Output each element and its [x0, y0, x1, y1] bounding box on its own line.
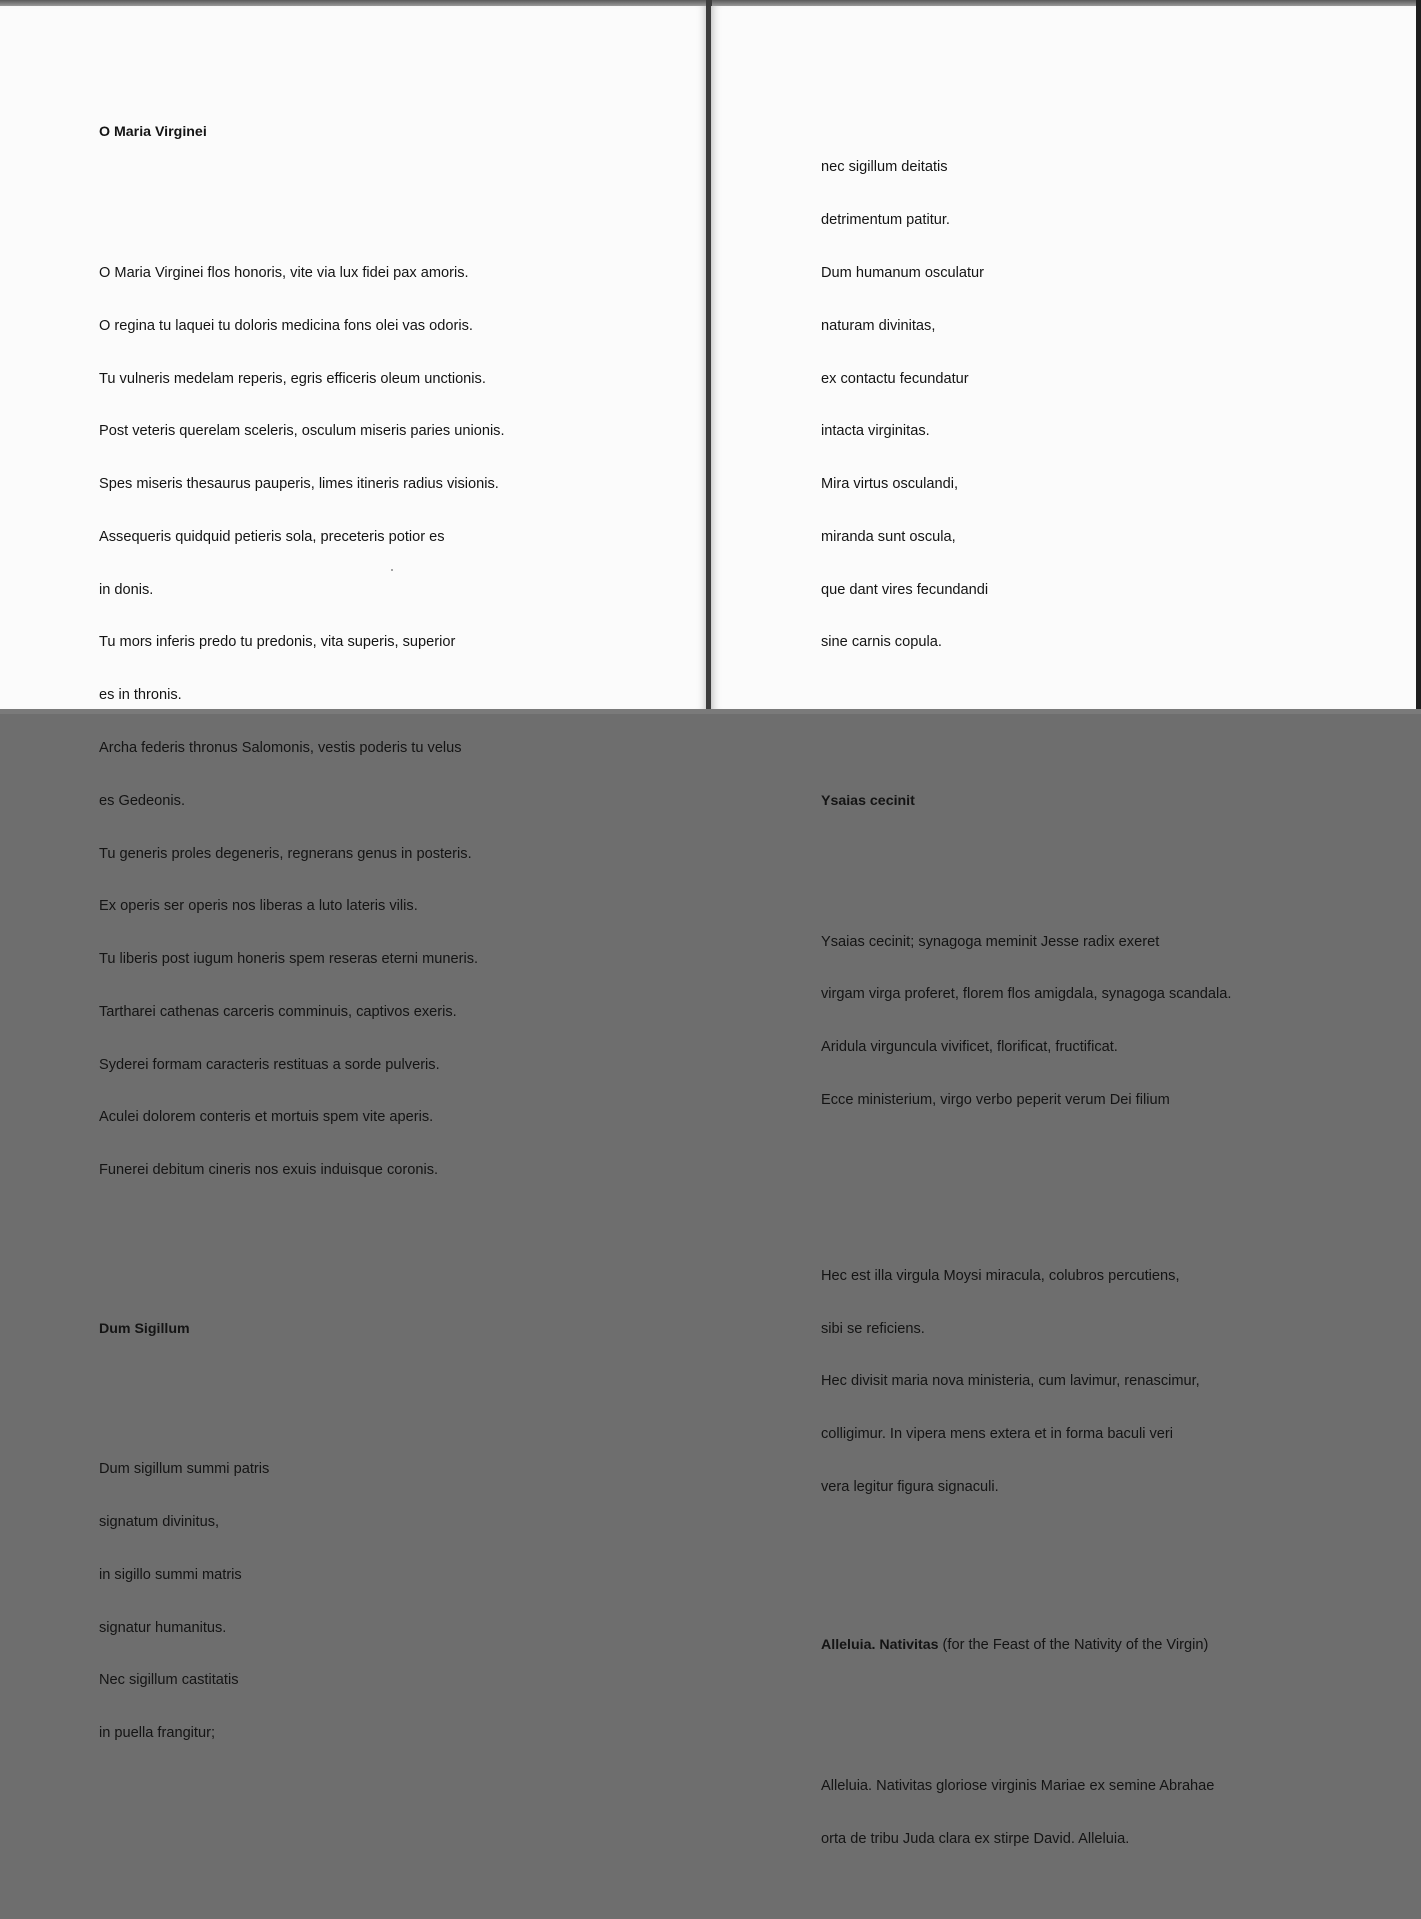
stanza-dum-sigillum-continued	[821, 124, 1231, 687]
verse-line: Tartharei cathenas carceris comminuis, captivos exeris.	[99, 1003, 457, 1020]
verse-line: Post veteris querelam sceleris, osculum miseris paries unionis.	[99, 423, 505, 440]
verse-line: Tu vulneris medelam reperis, egris efficeris oleum unctionis.	[99, 370, 486, 387]
verse-line: in donis.	[99, 581, 154, 598]
verse-line: Tu mors inferis predo tu predonis, vita superis, superior	[99, 634, 456, 651]
verse-line: vera legitur figura signaculi.	[821, 1478, 999, 1495]
heading-o-maria-virginei: O Maria Virginei	[99, 124, 207, 141]
stanza-ysaias-a	[821, 898, 1231, 1144]
verse-line: signatum divinitus,	[99, 1514, 220, 1531]
verse-line: es in thronis.	[99, 687, 182, 704]
spacer	[821, 846, 1231, 864]
left-page	[0, 6, 707, 1742]
verse-line: miranda sunt oscula,	[821, 528, 956, 545]
verse-line: signatur humanitus.	[99, 1619, 227, 1636]
spacer	[99, 1250, 505, 1285]
right-column	[821, 89, 1231, 1919]
verse-line: Tu liberis post iugum honeris spem reseras eterni muneris.	[99, 951, 479, 968]
spacer	[821, 1180, 1231, 1198]
right-edge	[1416, 0, 1421, 714]
right-page	[711, 6, 1417, 1847]
verse-line: Dum sigillum summi patris	[99, 1461, 270, 1478]
verse-line: Ex operis ser operis nos liberas a luto lateris vilis.	[99, 898, 418, 915]
verse-line: Syderei formam caracteris restituas a sorde pulveris.	[99, 1056, 440, 1073]
verse-line: O regina tu laquei tu doloris medicina fons olei vas odoris.	[99, 317, 473, 334]
verse-line: Spes miseris thesaurus pauperis, limes itineris radius visionis.	[99, 476, 499, 493]
spacer	[821, 1690, 1231, 1708]
stanza-o-maria	[99, 230, 505, 1215]
spacer	[821, 722, 1231, 757]
verse-line: Hec est illa virgula Moysi miracula, colubros percutiens,	[821, 1267, 1180, 1284]
verse-line: in sigillo summi matris	[99, 1566, 242, 1583]
verse-line: Aculei dolorem conteris et mortuis spem vite aperis.	[99, 1109, 434, 1126]
verse-line: intacta virginitas.	[821, 423, 930, 440]
verse-line: detrimentum patitur.	[821, 212, 950, 229]
verse-line: ex contactu fecundatur	[821, 370, 969, 387]
verse-line: O Maria Virginei flos honoris, vite via lux fidei pax amoris.	[99, 264, 469, 281]
verse-line: que dant vires fecundandi	[821, 581, 989, 598]
verse-line: colligimur. In vipera mens extera et in forma baculi veri	[821, 1426, 1174, 1443]
spacer	[99, 1373, 505, 1391]
verse-line: Ecce ministerium, virgo verbo peperit verum Dei filium	[821, 1091, 1170, 1108]
heading-alleluia-nativitas-row	[821, 1637, 1231, 1655]
verse-line: Funerei debitum cineris nos exuis induisque coronis.	[99, 1162, 439, 1179]
verse-line: orta de tribu Juda clara ex stirpe David. Alleluia.	[821, 1830, 1130, 1847]
spacer	[821, 1567, 1231, 1602]
heading-dum-sigillum: Dum Sigillum	[99, 1320, 190, 1337]
bottom-edge	[0, 709, 1421, 714]
verse-line: Tu generis proles degeneris, regnerans genus in posteris.	[99, 845, 472, 862]
verse-line: virgam virga proferet, florem flos amigdala, synagoga scandala.	[821, 986, 1232, 1003]
verse-line: Alleluia. Nativitas gloriose virginis Mariae ex semine Abrahae	[821, 1778, 1215, 1794]
verse-line: nec sigillum deitatis	[821, 159, 948, 176]
spacer	[99, 177, 505, 195]
verse-line: sibi se reficiens.	[821, 1320, 925, 1337]
speck	[391, 569, 393, 571]
verse-line: Archa federis thronus Salomonis, vestis poderis tu velus	[99, 739, 462, 756]
verse-line: Mira virtus osculandi,	[821, 476, 959, 493]
verse-line: in puella frangitur;	[99, 1725, 216, 1742]
verse-line: Assequeris quidquid petieris sola, preceteris potior es	[99, 528, 445, 545]
stanza-dum-sigillum	[99, 1426, 505, 1778]
stanza-alleluia	[821, 1743, 1231, 1884]
heading-alleluia-nativitas: Alleluia. Nativitas	[821, 1637, 939, 1654]
verse-line: es Gedeonis.	[99, 792, 185, 809]
verse-line: Dum humanum osculatur	[821, 264, 985, 281]
verse-line: Aridula virguncula vivificet, florificat, fructificat.	[821, 1039, 1118, 1056]
stanza-ysaias-b	[821, 1233, 1231, 1532]
left-column	[99, 89, 505, 1813]
verse-line: Hec divisit maria nova ministeria, cum lavimur, renascimur,	[821, 1373, 1200, 1390]
heading-ysaias-cecinit: Ysaias cecinit	[821, 792, 915, 809]
verse-line: Nec sigillum castitatis	[99, 1672, 239, 1689]
heading-note: (for the Feast of the Nativity of the Virgin)	[938, 1637, 1209, 1654]
verse-line: naturam divinitas,	[821, 317, 936, 334]
verse-line: Ysaias cecinit; synagoga meminit Jesse radix exeret	[821, 933, 1160, 950]
verse-line: sine carnis copula.	[821, 634, 942, 651]
